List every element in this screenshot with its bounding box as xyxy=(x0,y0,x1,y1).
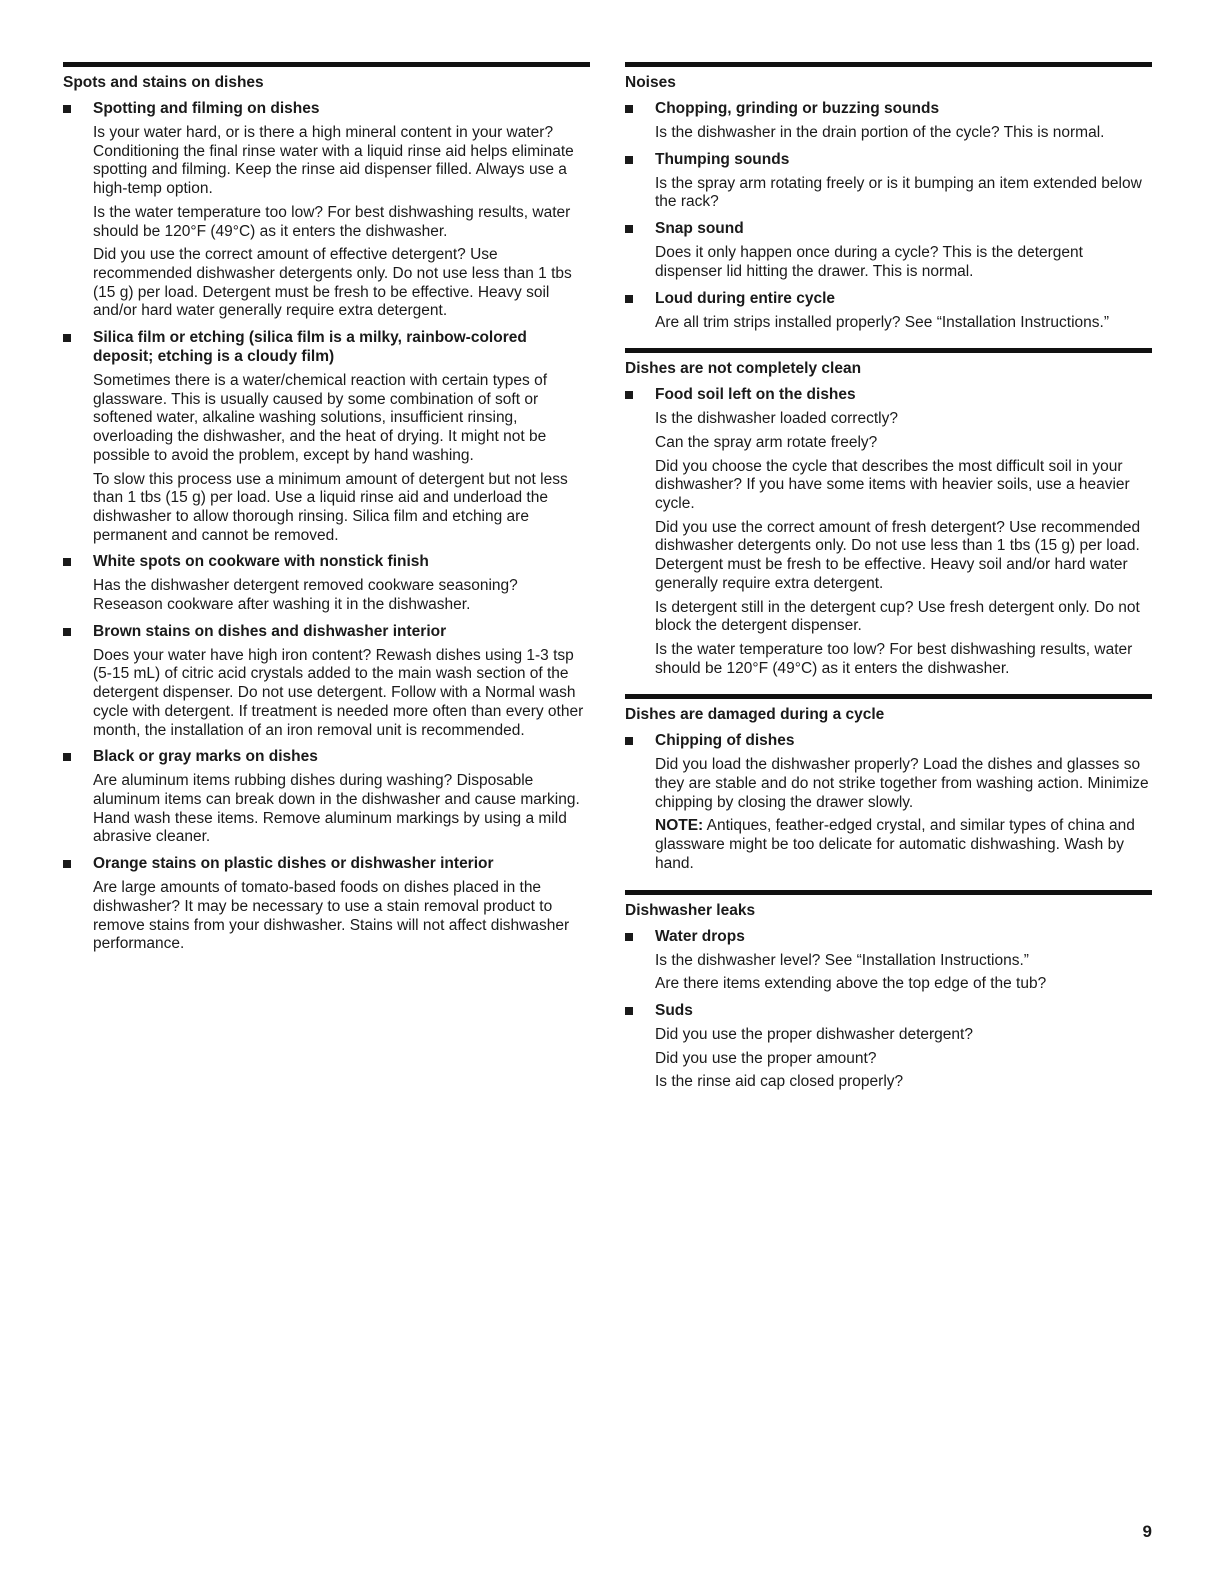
body-paragraph: Is your water hard, or is there a high mineral content in your water? Conditioning the final rinse water with a liquid rinse aid helps eliminate spotting and filming. Keep the rinse aid dispenser filled. Always use a high-temp option. xyxy=(93,124,574,198)
square-bullet-icon xyxy=(625,933,633,941)
item-heading: Food soil left on the dishes xyxy=(655,386,856,404)
square-bullet-icon xyxy=(625,225,633,233)
list-item xyxy=(625,99,1152,143)
body-paragraph: Sometimes there is a water/chemical reaction with certain types of glassware. This is usually caused by some combination of soft or softened water, alkaline washing solutions, insufficient rinsing, overloading the dishwasher, and the heat of drying. It might not be possible to avoid the problem, except by hand washing. xyxy=(93,372,547,464)
square-bullet-icon xyxy=(625,156,633,164)
body-paragraph: Did you load the dishwasher properly? Load the dishes and glasses so they are stable and do not strike together from washing action. Minimize chipping by closing the drawer slowly. xyxy=(655,756,1149,811)
list-item xyxy=(63,99,590,321)
list-item xyxy=(63,747,590,847)
square-bullet-icon xyxy=(625,1007,633,1015)
square-bullet-icon xyxy=(63,558,71,566)
body-paragraph: Did you choose the cycle that describes the most difficult soil in your dishwasher? If you have some items with heavier soils, use a heavier cycle. xyxy=(655,457,1130,513)
section-title: Spots and stains on dishes xyxy=(63,74,264,91)
body-paragraph: Is the dishwasher level? See “Installation Instructions.” xyxy=(655,951,1029,969)
section-title: Dishwasher leaks xyxy=(625,901,756,919)
item-heading: Silica film or etching (silica film is a milky, rainbow-colored deposit; etching is a cloudy film) xyxy=(93,329,527,366)
section-dishwasher-leaks xyxy=(625,890,1152,1093)
item-heading-row xyxy=(625,219,1152,238)
item-heading-row xyxy=(63,552,590,571)
list-item xyxy=(625,927,1152,994)
right-column xyxy=(625,62,1152,1108)
square-bullet-icon xyxy=(63,105,71,113)
list-item xyxy=(625,731,1152,873)
item-heading: Brown stains on dishes and dishwasher interior xyxy=(93,622,447,640)
item-heading: Thumping sounds xyxy=(655,150,790,168)
item-heading: Snap sound xyxy=(655,220,744,238)
item-heading-row xyxy=(625,99,1152,118)
body-paragraph: Are there items extending above the top edge of the tub? xyxy=(655,975,1047,993)
item-heading-row xyxy=(63,854,590,873)
body-paragraph: Did you use the proper amount? xyxy=(655,1049,877,1067)
body-paragraph: Is the rinse aid cap closed properly? xyxy=(655,1073,904,1091)
list-item xyxy=(625,289,1152,333)
body-paragraph: Is the water temperature too low? For best dishwashing results, water should be 120°F (49°C) as it enters the dishwasher. xyxy=(655,640,1133,677)
section-dishes-are-damaged-during-a-cycle xyxy=(625,694,1152,873)
item-heading-row xyxy=(63,328,590,366)
body-paragraph: Is detergent still in the detergent cup? Use fresh detergent only. Do not block the detergent dispenser. xyxy=(655,598,1140,635)
left-column xyxy=(63,62,590,970)
list-item xyxy=(63,328,590,545)
item-heading: Black or gray marks on dishes xyxy=(93,748,318,766)
item-heading: Chopping, grinding or buzzing sounds xyxy=(655,100,940,117)
item-heading-row xyxy=(625,289,1152,308)
section-title: Dishes are damaged during a cycle xyxy=(625,706,885,724)
section-title: Dishes are not completely clean xyxy=(625,360,862,378)
square-bullet-icon xyxy=(63,334,71,342)
item-heading: Water drops xyxy=(655,927,745,945)
body-paragraph: Has the dishwasher detergent removed cookware seasoning? Reseason cookware after washing it in the dishwasher. xyxy=(93,577,518,614)
list-item xyxy=(625,1001,1152,1092)
note-text: Antiques, feather-edged crystal, and similar types of china and glassware might be too delicate for automatic dishwashing. Wash by hand. xyxy=(655,817,1135,872)
item-heading: Chipping of dishes xyxy=(655,732,795,750)
square-bullet-icon xyxy=(63,860,71,868)
note-label: NOTE: xyxy=(655,817,704,835)
section-spots-and-stains-on-dishes xyxy=(63,62,590,954)
body-paragraph: Are large amounts of tomato-based foods on dishes placed in the dishwasher? It may be necessary to use a stain removal product to remove stains from your dishwasher. Stains will not affect dishwasher performance. xyxy=(93,879,570,953)
item-heading-row xyxy=(625,1001,1152,1020)
list-item xyxy=(625,150,1152,212)
item-heading-row xyxy=(625,150,1152,169)
item-heading: Suds xyxy=(655,1001,693,1019)
item-heading: Orange stains on plastic dishes or dishwasher interior xyxy=(93,855,494,873)
body-paragraph: Did you use the correct amount of fresh detergent? Use recommended dishwasher detergents only. Do not use less than 1 tbs (15 g) per load. Detergent must be fresh to be effective. Heavy soil and/or hard water generally require extra detergent. xyxy=(655,518,1141,592)
square-bullet-icon xyxy=(625,391,633,399)
body-paragraph: Is the spray arm rotating freely or is it bumping an item extended below the rack? xyxy=(655,174,1142,211)
square-bullet-icon xyxy=(625,295,633,303)
body-paragraph: To slow this process use a minimum amount of detergent but not less than 1 tbs (15 g) per load. Use a liquid rinse aid and underload the dishwasher to allow thorough rinsing. Silica film and etching are permanent and cannot be removed. xyxy=(93,470,568,544)
list-item xyxy=(63,854,590,954)
item-heading: Spotting and filming on dishes xyxy=(93,100,320,117)
body-paragraph: Does your water have high iron content? Rewash dishes using 1-3 tsp (5-15 mL) of citric acid crystals added to the main wash section of the detergent dispenser. Do not use detergent. Follow with a Normal wash cycle with detergent. If treatment is needed more often than every other month, the installation of an iron removal unit is recommended. xyxy=(93,646,584,739)
item-heading-row xyxy=(63,747,590,766)
list-item xyxy=(63,622,590,741)
list-item xyxy=(625,219,1152,281)
body-paragraph: Is the water temperature too low? For best dishwashing results, water should be 120°F (49°C) as it enters the dishwasher. xyxy=(93,203,571,240)
body-paragraph: Are aluminum items rubbing dishes during washing? Disposable aluminum items can break down in the dishwasher and cause marking. Hand wash these items. Remove aluminum markings by using a mild abrasive cleaner. xyxy=(93,772,580,846)
section-noises xyxy=(625,62,1152,332)
body-paragraph: Is the dishwasher in the drain portion of the cycle? This is normal. xyxy=(655,124,1105,141)
note-paragraph xyxy=(655,817,1152,873)
body-paragraph: Did you use the proper dishwasher detergent? xyxy=(655,1025,973,1043)
item-heading-row xyxy=(625,385,1152,404)
list-item xyxy=(63,552,590,614)
item-heading-row xyxy=(625,927,1152,946)
square-bullet-icon xyxy=(625,737,633,745)
square-bullet-icon xyxy=(63,628,71,636)
body-paragraph: Are all trim strips installed properly? See “Installation Instructions.” xyxy=(655,313,1109,331)
item-heading: Loud during entire cycle xyxy=(655,289,835,307)
section-dishes-are-not-completely-clean xyxy=(625,348,1152,678)
item-heading-row xyxy=(625,731,1152,750)
page-number: 9 xyxy=(1142,1522,1152,1541)
body-paragraph: Does it only happen once during a cycle? This is the detergent dispenser lid hitting the drawer. This is normal. xyxy=(655,244,1083,280)
item-heading-row xyxy=(63,622,590,641)
square-bullet-icon xyxy=(625,105,633,113)
list-item xyxy=(625,385,1152,678)
body-paragraph: Can the spray arm rotate freely? xyxy=(655,433,878,451)
body-paragraph: Is the dishwasher loaded correctly? xyxy=(655,410,898,428)
square-bullet-icon xyxy=(63,753,71,761)
body-paragraph: Did you use the correct amount of effective detergent? Use recommended dishwasher detergents only. Do not use less than 1 tbs (15 g) per load. Detergent must be fresh to be effective. Heavy soil and/or hard water generally require extra detergent. xyxy=(93,246,572,320)
item-heading-row xyxy=(63,99,590,118)
item-heading: White spots on cookware with nonstick finish xyxy=(93,553,429,571)
section-title: Noises xyxy=(625,74,676,91)
